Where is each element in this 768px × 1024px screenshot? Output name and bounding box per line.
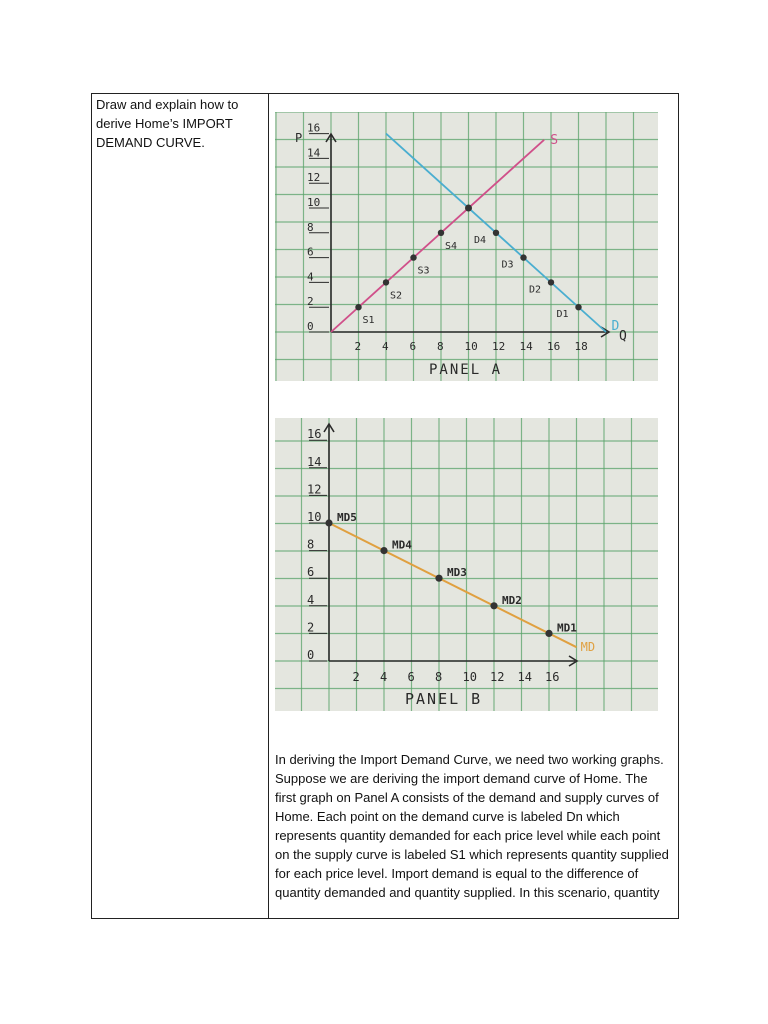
y-tick-label: 8	[307, 537, 315, 552]
panel-a-graph	[275, 112, 658, 381]
supply-label: S	[550, 132, 559, 148]
y-tick-label: 12	[307, 482, 322, 497]
x-tick-label: 10	[464, 340, 478, 353]
supply-point	[410, 254, 416, 260]
y-tick-label: 10	[307, 510, 322, 524]
explanation-text: In deriving the Import Demand Curve, we need two working graphs. Suppose we are deriving the import demand curve of Home. The first graph on Panel A consists of the demand and supply curves of Home. Each point on the demand curve is labeled Dn which represents quantity demanded for each price level while each point on the supply curve is labeled S1 which represents quantity supplied for each price level. Import demand is equal to the difference of quantity demanded and quantity supplied. In this scenario, quantity	[275, 752, 669, 900]
x-tick-label: 16	[545, 670, 560, 684]
x-axis-letter: Q	[619, 329, 627, 344]
supply-point	[438, 230, 444, 236]
x-tick-label: 14	[517, 670, 532, 684]
import-demand-point-label: MD1	[557, 621, 577, 635]
x-tick-label: 4	[382, 340, 389, 353]
demand-point-label: D1	[556, 309, 569, 321]
panel-b-photo	[275, 418, 658, 711]
x-tick-label: 12	[490, 670, 505, 684]
import-demand-point-label: MD3	[447, 566, 467, 580]
y-tick-label: 2	[307, 295, 314, 309]
x-tick-label: 6	[409, 340, 417, 353]
y-tick-label: 14	[307, 146, 321, 160]
y-tick-label: 0	[307, 648, 315, 662]
import-demand-point	[325, 519, 332, 526]
import-demand-point	[435, 575, 442, 582]
x-tick-label: 6	[407, 670, 415, 684]
panel-a-title: PANEL A	[429, 362, 503, 378]
y-tick-label: 2	[307, 620, 315, 635]
panel-a-photo	[275, 112, 658, 381]
x-tick-label: 2	[354, 340, 362, 353]
import-demand-point	[490, 602, 497, 609]
question-cell	[92, 94, 269, 918]
demand-label: D	[611, 319, 620, 334]
y-tick-label: 16	[307, 427, 322, 442]
x-tick-label: 4	[380, 670, 388, 684]
import-demand-curve	[329, 523, 577, 647]
x-tick-label: 12	[492, 340, 506, 353]
supply-curve	[331, 140, 544, 332]
demand-point	[548, 279, 554, 285]
y-tick-label: 6	[307, 565, 315, 580]
y-tick-label: 16	[307, 121, 321, 135]
import-demand-point-label: MD4	[392, 538, 412, 552]
y-tick-label: 4	[307, 270, 314, 284]
import-demand-label: MD	[580, 640, 596, 655]
y-tick-label: 14	[307, 454, 322, 469]
demand-point	[493, 230, 499, 236]
y-tick-label: 4	[307, 592, 315, 607]
y-tick-label: 6	[307, 245, 314, 259]
supply-point	[355, 304, 361, 310]
import-demand-point-label: MD5	[337, 511, 357, 524]
y-tick-label: 10	[307, 196, 321, 209]
demand-point	[520, 254, 526, 260]
supply-point-label: S2	[390, 290, 403, 302]
import-demand-point	[380, 547, 387, 554]
y-tick-label: 8	[307, 220, 314, 234]
demand-point-label: D3	[501, 259, 514, 271]
supply-point-label: S3	[417, 265, 430, 277]
x-tick-label: 8	[435, 670, 443, 684]
panel-b-title: PANEL B	[405, 690, 483, 708]
supply-point-label: S4	[445, 240, 458, 252]
panel-b-graph	[275, 418, 658, 711]
x-tick-label: 10	[462, 670, 477, 684]
import-demand-point	[545, 630, 552, 637]
equilibrium-point	[465, 205, 472, 212]
x-tick-label: 18	[574, 340, 588, 353]
x-tick-label: 16	[547, 340, 561, 353]
y-tick-label: 12	[307, 171, 321, 185]
x-tick-label: 14	[519, 340, 533, 353]
question-text: Draw and explain how to derive Home’s IMPORT DEMAND CURVE.	[96, 97, 239, 150]
supply-point-label: S1	[362, 315, 375, 327]
answer-table	[91, 93, 679, 919]
x-tick-label: 2	[352, 670, 360, 684]
demand-point	[575, 304, 581, 310]
answer-cell	[269, 94, 678, 918]
y-axis-letter: P	[295, 131, 303, 145]
supply-point	[383, 279, 389, 285]
x-tick-label: 8	[437, 340, 444, 353]
demand-point-label: D2	[529, 284, 542, 296]
demand-point-label: D4	[474, 234, 487, 246]
import-demand-point-label: MD2	[502, 593, 522, 607]
y-tick-label: 0	[307, 320, 314, 333]
